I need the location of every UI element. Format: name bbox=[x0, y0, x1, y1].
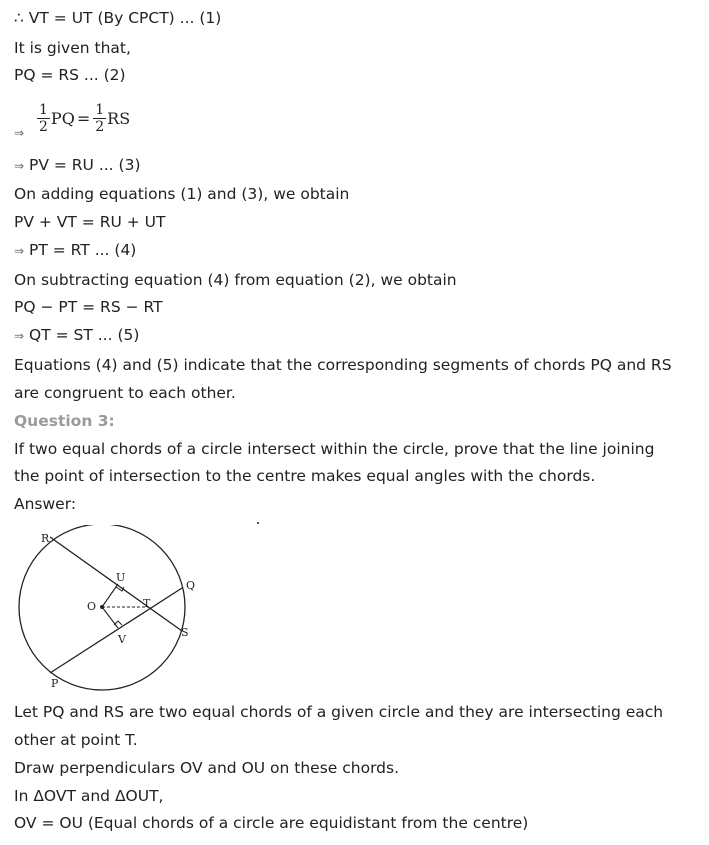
text-line: the point of intersection to the centre makes equal angles with the chords. bbox=[14, 467, 596, 485]
label-u: U bbox=[116, 571, 126, 584]
segment-ov bbox=[102, 607, 118, 628]
label-s: S bbox=[181, 626, 189, 639]
right-angle-mark-v bbox=[114, 621, 122, 625]
label-t: T bbox=[143, 597, 151, 610]
chord-pq bbox=[50, 588, 182, 673]
text-line: It is given that, bbox=[14, 39, 131, 57]
eq-right: RS bbox=[107, 108, 131, 128]
text-line: PV + VT = RU + UT bbox=[14, 213, 166, 231]
label-q: Q bbox=[186, 579, 196, 592]
implies-icon: ⇒ bbox=[14, 126, 25, 140]
stray-dot bbox=[257, 522, 259, 524]
text-line: OV = OU (Equal chords of a circle are equidistant from the centre) bbox=[14, 814, 529, 832]
text-line: other at point T. bbox=[14, 731, 138, 749]
chord-rs bbox=[50, 537, 182, 631]
fraction: $\frac{1}{2}$ bbox=[39, 101, 48, 135]
text-line: ⇒ PV = RU ... (3) bbox=[14, 156, 141, 174]
text-line: PQ = RS ... (2) bbox=[14, 66, 126, 84]
implies-icon: ⇒ bbox=[14, 329, 25, 343]
fraction: $\frac{1}{2}$ bbox=[95, 101, 105, 135]
text-line: If two equal chords of a circle intersect within the circle, prove that the line joining bbox=[14, 440, 655, 458]
fraction-equation bbox=[14, 94, 154, 144]
label-p: P bbox=[51, 677, 59, 690]
eq-sign: = bbox=[76, 108, 91, 128]
text-line: ∴ VT = UT (By CPCT) ... (1) bbox=[14, 9, 222, 27]
text-line: ⇒ PT = RT ... (4) bbox=[14, 241, 137, 259]
text-line: On subtracting equation (4) from equation (2), we obtain bbox=[14, 271, 457, 289]
text-line: Draw perpendiculars OV and OU on these chords. bbox=[14, 759, 400, 777]
text-line: In ΔOVT and ΔOUT, bbox=[14, 787, 164, 805]
text-line: Equations (4) and (5) indicate that the corresponding segments of chords PQ and RS bbox=[14, 356, 672, 374]
centre-point bbox=[100, 605, 104, 609]
implies-icon: ⇒ bbox=[14, 159, 25, 173]
label-o: O bbox=[87, 600, 97, 613]
text-line: Let PQ and RS are two equal chords of a given circle and they are intersecting each bbox=[14, 703, 664, 721]
label-r: R bbox=[41, 532, 50, 545]
answer-label: Answer: bbox=[14, 495, 77, 513]
question-heading: Question 3: bbox=[14, 412, 115, 430]
text-line: ⇒ QT = ST ... (5) bbox=[14, 326, 140, 344]
circle-diagram bbox=[10, 525, 210, 695]
text-line: On adding equations (1) and (3), we obtain bbox=[14, 185, 350, 203]
label-v: V bbox=[118, 633, 126, 646]
segment-ou bbox=[102, 584, 118, 607]
eq-left: PQ bbox=[50, 108, 75, 128]
text-line: are congruent to each other. bbox=[14, 384, 236, 402]
text-line: PQ − PT = RS − RT bbox=[14, 298, 163, 316]
implies-icon: ⇒ bbox=[14, 244, 25, 258]
